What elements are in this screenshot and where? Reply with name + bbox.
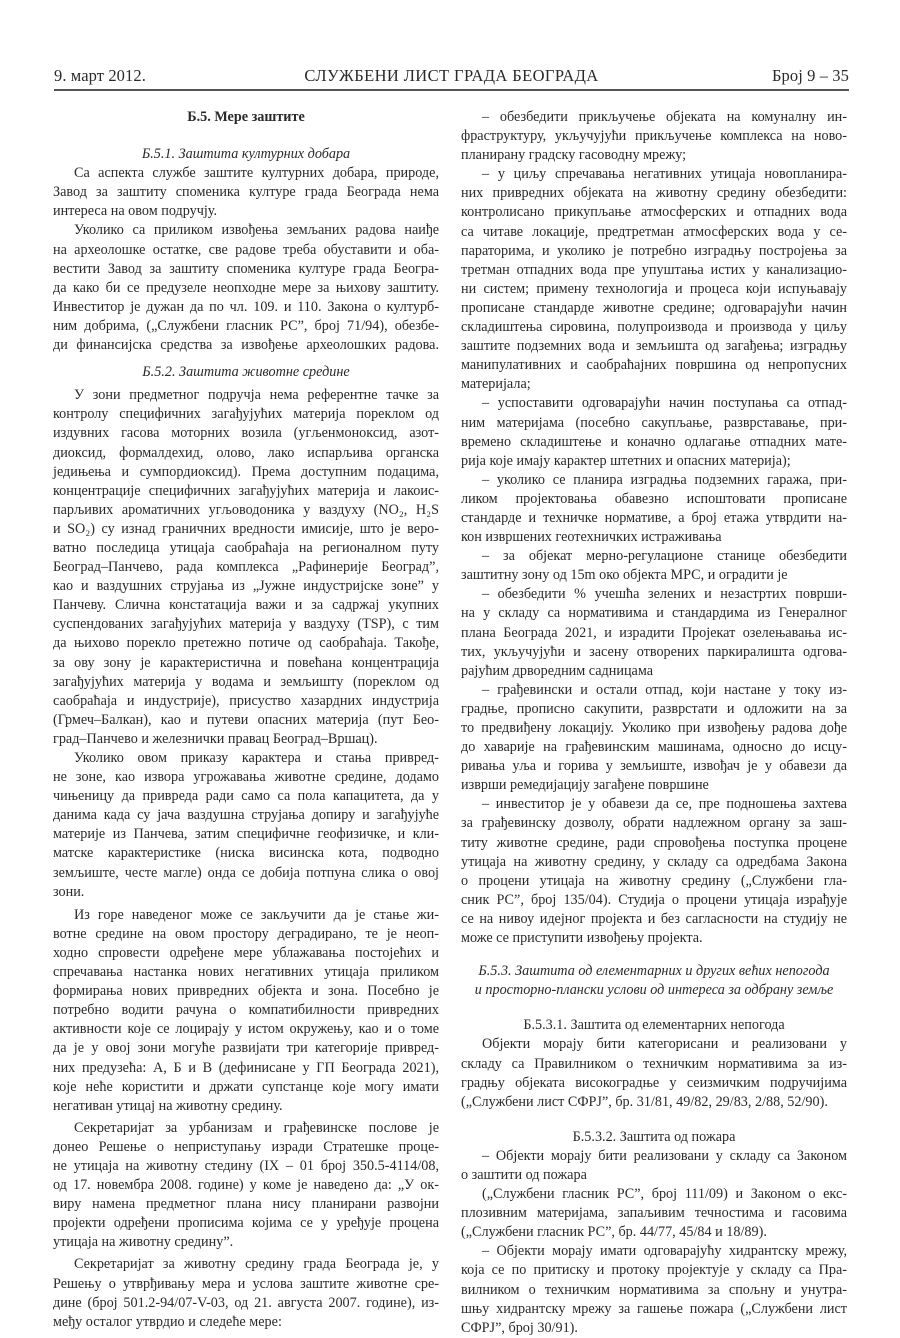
section-heading: и просторно-плански услови од интереса за одбрану земље [474, 982, 834, 999]
text-line: суспендованих загађујућих материја у ваздуху (TSP), с тим [53, 616, 439, 633]
text-line: (Грмеч–Балкан), као и путеви опасних материја (пут Бео- [53, 711, 439, 728]
text-line: – у циљу спречавања негативних утицаја новопланира- [482, 166, 847, 183]
text-line: них привредних објеката на животну средину обезбедити: [461, 185, 847, 202]
text-line: складу са Правилником о техничким нормативима за из- [461, 1055, 847, 1072]
text-line: – инвеститор је у обавези да се, пре подношења захтева [482, 796, 847, 813]
section-heading: Б.5.2. Заштита животне средине [142, 364, 350, 381]
section-heading: Б.5.3.1. Заштита од елементарних непогода [523, 1017, 785, 1034]
text-line: утицаја на животну средину”. [53, 1234, 234, 1251]
text-line: не утицаја на животну стедину (IX – 01 број 350.5-4114/08, [53, 1157, 439, 1174]
text-line: издувних гасова моторних возила (угљенмоноксид, азот- [53, 425, 439, 442]
text-line: заштите подземних вода и земљишта од загађења; изградњу [461, 338, 847, 355]
text-line: времено складиштење и коначно одлагање отпадних мате- [461, 433, 847, 450]
text-line: („Службени гласник РС”, број 111/09) и Законом о екс- [482, 1186, 847, 1203]
section-heading: Б.5. Мере заштите [187, 109, 305, 125]
text-line: на у складу са нормативима и стандардима из Генералног [461, 605, 847, 622]
text-line: која се по притиску и протоку пројектује у складу са Пра- [461, 1262, 847, 1279]
text-line: – грађевински и остали отпад, који настане у току из- [482, 681, 847, 698]
text-line: међу осталог утврдио и следеће мере: [53, 1313, 282, 1330]
text-line: и SO₂) су изнад граничних вредности имисије, што је веро- [53, 520, 439, 537]
section-heading: Б.5.1. Заштита културних добара [141, 146, 351, 163]
text-line: шњу хидрантску мрежу за гашење пожара („Службени лист [461, 1300, 847, 1317]
text-line: може се приступити извођењу пројекта. [461, 930, 703, 947]
text-line: – обезбедити % учешћа зелених и незастртих површи- [482, 586, 847, 603]
text-line: ходно спровести одређене мере ублажавања постојећих и [53, 944, 439, 961]
text-line: градње, прописно сакупити, разврстати и одложити на за [461, 700, 847, 717]
text-line: негативан утицај на животну средину. [53, 1097, 283, 1114]
spacer [53, 127, 439, 145]
text-line: парљивих ароматичних угљоводоника у ваздуху (NO₂, H₂S [53, 501, 439, 518]
text-line: манипулативних и саобраћајних површина од непропусних [461, 357, 847, 374]
text-line: Уколико овом приказу карактера и стања привред- [74, 750, 439, 766]
text-line: Решењу о утврђивању мера и услова заштите животне сре- [53, 1275, 439, 1292]
text-line: заштитну зону од 15m око објекта МРС, и оградити је [461, 567, 788, 584]
text-line: („Службени гласник РС”, бр. 44/77, 45/84 и 18/89). [461, 1224, 767, 1241]
text-line: активности које се лоцирају у истом окружењу, као и о томе [53, 1021, 439, 1038]
text-line: Из горе наведеног може се закључити да је стање жи- [74, 906, 439, 923]
text-line: прописане стандарде животне средине; одговарајући начин [461, 299, 847, 316]
text-line: изврши ремедијацију загађене површине [461, 777, 709, 794]
text-line: са читаве локације, предтретман атмосферских вода у се- [461, 223, 847, 240]
text-line: – уколико се планира изградња подземних гаража, при- [482, 471, 847, 488]
text-line: ни систем; примену технологија и процеса који испуњавају [461, 280, 847, 297]
text-line: донео Решење о неприступању изради Стратешке проце- [53, 1138, 439, 1155]
text-line: Завод за заштиту споменика културе града Београда нема [53, 184, 439, 201]
text-line: – за објекат мерно-регулационе станице обезбедити [482, 548, 847, 565]
text-line: загађујућих материја у водама и земљишту (пореклом од [53, 673, 439, 690]
page-header [54, 66, 849, 90]
text-line: стандарде и техничке нормативе, а број етажа утврдити на- [461, 509, 847, 526]
text-line: Објекти морају бити категорисани и реализовани у [482, 1036, 847, 1053]
text-line: ним материјама (посебно сакупљање, разврставање, при- [461, 414, 847, 431]
text-line: за грађевинску дозволу, обрати надлежном органу за заш- [461, 815, 847, 832]
text-line: земљиште, честе магле) онда се добија потпуна слика о овој [53, 864, 439, 881]
text-line: које неће користити и држати супстанце које могу имати [53, 1078, 439, 1095]
text-line: саобраћаја и индустрије), присуство хазардних индустрија [53, 692, 439, 709]
text-line: концентрације специфичних загађујућих материја и лакоис- [53, 482, 439, 499]
text-line: спречавања настанка нових негативних утицаја приликом [53, 964, 439, 981]
text-line: град–Панчево и железнички правац Београд–Вршац). [53, 730, 378, 747]
text-line: диоксид, формалдехид, олово, лако испарљива органска [53, 444, 439, 461]
spacer [461, 1112, 847, 1128]
text-line: једињења и сумпордиоксид). Према доступним подацима, [53, 463, 439, 480]
text-line: ривања уља и горива у земљиште, извођач је у обавези да [461, 758, 847, 775]
text-line: складиштења сировина, полупроизвода и производа у циљу [461, 319, 847, 336]
issue-page-number: Број 9 – 35 [771, 66, 849, 85]
text-line: – успоставити одговарајући начин поступања са отпад- [482, 395, 847, 412]
text-line: фраструктуру, укључујући прикључење комплекса на ново- [461, 128, 847, 145]
text-line: то предвиђену локацију. Уколико при извођењу радова дође [461, 720, 847, 736]
text-line: о процени утицаја на животну средину („Службени гла- [461, 872, 847, 889]
text-line: – Објекти морају бити реализовани у складу са Законом [482, 1147, 847, 1164]
left-column [53, 108, 439, 1332]
text-line: рајућим дрворедним садницама [461, 662, 654, 679]
text-line: данима када су јача ваздушна струјања допиру и загађујуће [53, 807, 439, 824]
text-line: утицаја на животну средину, у складу са одредбама Закона [461, 853, 847, 870]
spacer [461, 948, 847, 962]
text-line: као и ваздушних струјања из „Јужне индустријске зоне” у [53, 578, 439, 595]
text-line: материјала; [461, 376, 531, 393]
text-line: на археолошке остатке, све радове треба обуставити и оба- [53, 241, 439, 258]
text-line: них предузећа: А, Б и В (дефинисане у ГП Београда 2021), [53, 1059, 439, 1076]
text-line: формирања нових привредних објекта и зона. Посебно је [53, 983, 439, 1000]
text-line: контролисано прикупљање атмосферских и отпадних вода [461, 204, 847, 221]
text-line: градњу објеката високоградње у сеизмичким подручијима [461, 1074, 847, 1091]
text-line: се на нивоу идејног пројекта и без сагласности на студију не [461, 910, 847, 927]
text-line: зони. [53, 883, 85, 900]
text-line: Панчеву. Слична констатација важи и за садржај укупних [53, 597, 439, 614]
text-line: о заштити од пожара [461, 1166, 587, 1183]
header-rule [54, 89, 849, 91]
text-line: не зоне, као извора угрожавања животне средине, додамо [53, 769, 439, 786]
right-column [461, 108, 847, 1338]
text-line: дине (број 501.2-94/07-V-03, од 21. августа 2007. године), из- [53, 1294, 439, 1311]
section-heading: Б.5.3.2. Заштита од пожара [572, 1128, 736, 1145]
spacer [461, 1000, 847, 1016]
text-line: – обезбедити прикључење објеката на комуналну ин- [482, 109, 847, 125]
text-line: вотне средине на овом простору деградирано, те је неоп- [53, 925, 439, 942]
section-heading: Б.5.3. Заштита од елементарних и других већих непогода [478, 963, 830, 980]
spacer [53, 355, 439, 363]
text-line: плозивним материјама, запаљивим течностима и гасовима [461, 1205, 847, 1222]
text-line: планирану градску гасоводну мрежу; [461, 147, 687, 164]
text-line: ликом пројектовања обавезно испоштовати прописане [461, 490, 847, 507]
text-line: кон извршених геотехничких истраживања [461, 529, 722, 546]
text-line: до хаварије на грађевинским машинама, односно до исцу- [461, 739, 847, 756]
text-line: за ову зону је карактеристична и повећана концентрација [53, 654, 439, 671]
text-line: контролу специфичних загађујућих материја пореклом од [53, 406, 439, 423]
text-line: виру намена предметног плана нису планирани развојни [53, 1196, 439, 1213]
text-line: ди финансијска средства за извођење археолошких радова. [53, 337, 439, 354]
text-line: Уколико са приликом извођења земљаних радова наиђе [74, 222, 439, 239]
text-line: Са аспекта службе заштите културних добара, природе, [74, 165, 439, 182]
text-line: интереса на овом подручју. [53, 203, 218, 220]
text-line: третман отпадних вода пре упуштања истих у канализацио- [461, 261, 847, 278]
text-line: чињеницу да привреда ради само са пола капацитета, да у [53, 788, 439, 805]
issue-date: 9. март 2012. [54, 66, 146, 85]
text-line: од 17. новембра 2008. године) у коме је наведено да: „У ок- [53, 1177, 439, 1194]
text-line: титу животне средине, ради спровођења поступка процене [461, 834, 847, 851]
text-line: („Службени лист СФРЈ”, бр. 31/81, 49/82, 29/83, 2/88, 52/90). [461, 1093, 828, 1110]
text-line: сник РС”, број 135/04). Студија о процени утицаја израђује [461, 891, 847, 908]
text-line: вилником о техничким нормативима за спољну и унутра- [461, 1281, 847, 1298]
text-line: материје из Панчева, затим специфичне геофизичке, и кли- [53, 826, 439, 843]
text-line: да је у овој зони могуће развијати три категорије привред- [53, 1040, 439, 1057]
text-line: У зони предметног подручја нема референтне тачке за [74, 387, 439, 404]
text-line: Инвеститор је дужан да по чл. 109. и 110. Закона о културб- [53, 298, 439, 315]
text-line: параторима, и уколико је потребно изградњу постројења за [461, 242, 847, 259]
text-line: ватно последица утицаја саобраћаја на регионалном путу [53, 539, 439, 556]
text-line: плана Београда 2021, и израдити Пројекат озелењавања ис- [461, 624, 847, 641]
text-line: СФРЈ”, број 30/91). [461, 1319, 578, 1336]
publication-title: СЛУЖБЕНИ ЛИСТ ГРАДА БЕОГРАДА [304, 66, 599, 85]
text-line: матске карактеристике (ниска висинска кота, подводно [53, 845, 439, 862]
text-line: рија које имају карактер штетних и опасних материја); [461, 452, 791, 469]
text-line: Секретаријат за урбанизам и грађевинске послове је [74, 1119, 439, 1136]
text-line: да њихово порекло претежно потиче од саобраћаја. Такође, [53, 635, 439, 652]
text-line: вестити Завод за заштиту споменика културе града Београ- [53, 260, 439, 277]
text-line: – Објекти морају имати одговарајућу хидрантску мрежу, [482, 1243, 847, 1260]
text-line: Београд–Панчево, рада комплекса „Рафинерије Београд”, [53, 559, 439, 576]
text-line: да како би се предузеле неопходне мере за њихову заштиту. [53, 279, 439, 296]
text-line: тих, укључујући и засену отворених паркиралишта одгова- [461, 643, 847, 660]
text-line: пројекти одређени прописима којима се у уређује процена [53, 1215, 439, 1232]
text-line: Секретаријат за животну средину града Београда је, у [74, 1256, 439, 1273]
text-line: ним добрима, („Службени гласник РС”, број 71/94), обезбе- [53, 317, 439, 334]
text-line: потребно водити рачуна о компатибилности привредних [53, 1002, 439, 1019]
